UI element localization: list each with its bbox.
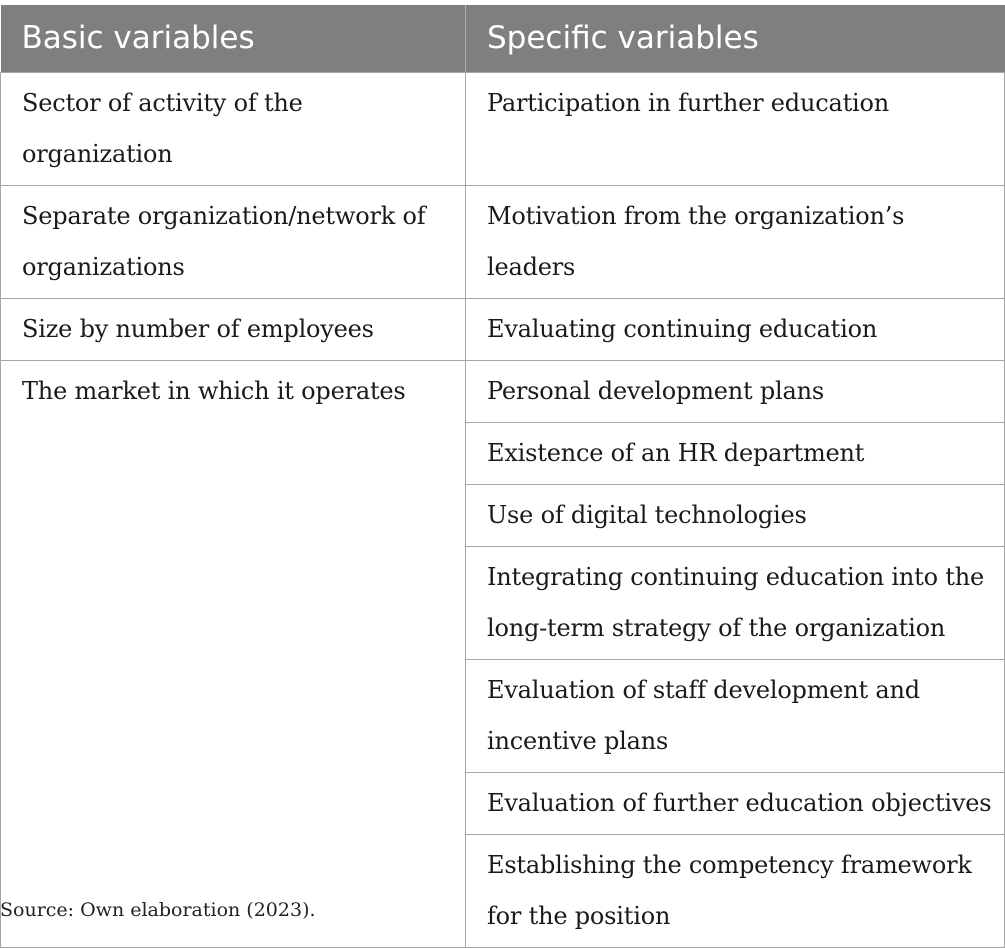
table-row (1, 72, 1005, 185)
specific-variable-cell: Personal development plans (466, 360, 1005, 422)
table-header-row (1, 5, 1005, 72)
table-row (1, 298, 1005, 360)
variables-table (0, 5, 1005, 948)
basic-variable-cell: Sector of activity of the organization (1, 72, 466, 185)
basic-variable-cell: Size by number of employees (1, 298, 466, 360)
specific-variable-cell: Motivation from the organization’s leaders (466, 185, 1005, 298)
specific-variable-cell: Evaluating continuing education (466, 298, 1005, 360)
specific-variable-cell: Participation in further education (466, 72, 1005, 185)
specific-variable-cell: Use of digital technologies (466, 484, 1005, 546)
table-row (1, 360, 1005, 422)
specific-variable-cell: Evaluation of further education objectives (466, 772, 1005, 834)
table-row (1, 185, 1005, 298)
basic-variable-cell: The market in which it operates (1, 360, 466, 947)
header-basic-variables: Basic variables (1, 5, 466, 72)
basic-variable-cell: Separate organization/network of organizations (1, 185, 466, 298)
specific-variable-cell: Evaluation of staff development and incentive plans (466, 659, 1005, 772)
specific-variable-cell: Integrating continuing education into the long-term strategy of the organization (466, 546, 1005, 659)
specific-variable-cell: Existence of an HR department (466, 422, 1005, 484)
header-specific-variables: Specific variables (466, 5, 1005, 72)
source-note: Source: Own elaboration (2023). (0, 899, 316, 921)
specific-variable-cell: Establishing the competency framework for the position (466, 834, 1005, 947)
